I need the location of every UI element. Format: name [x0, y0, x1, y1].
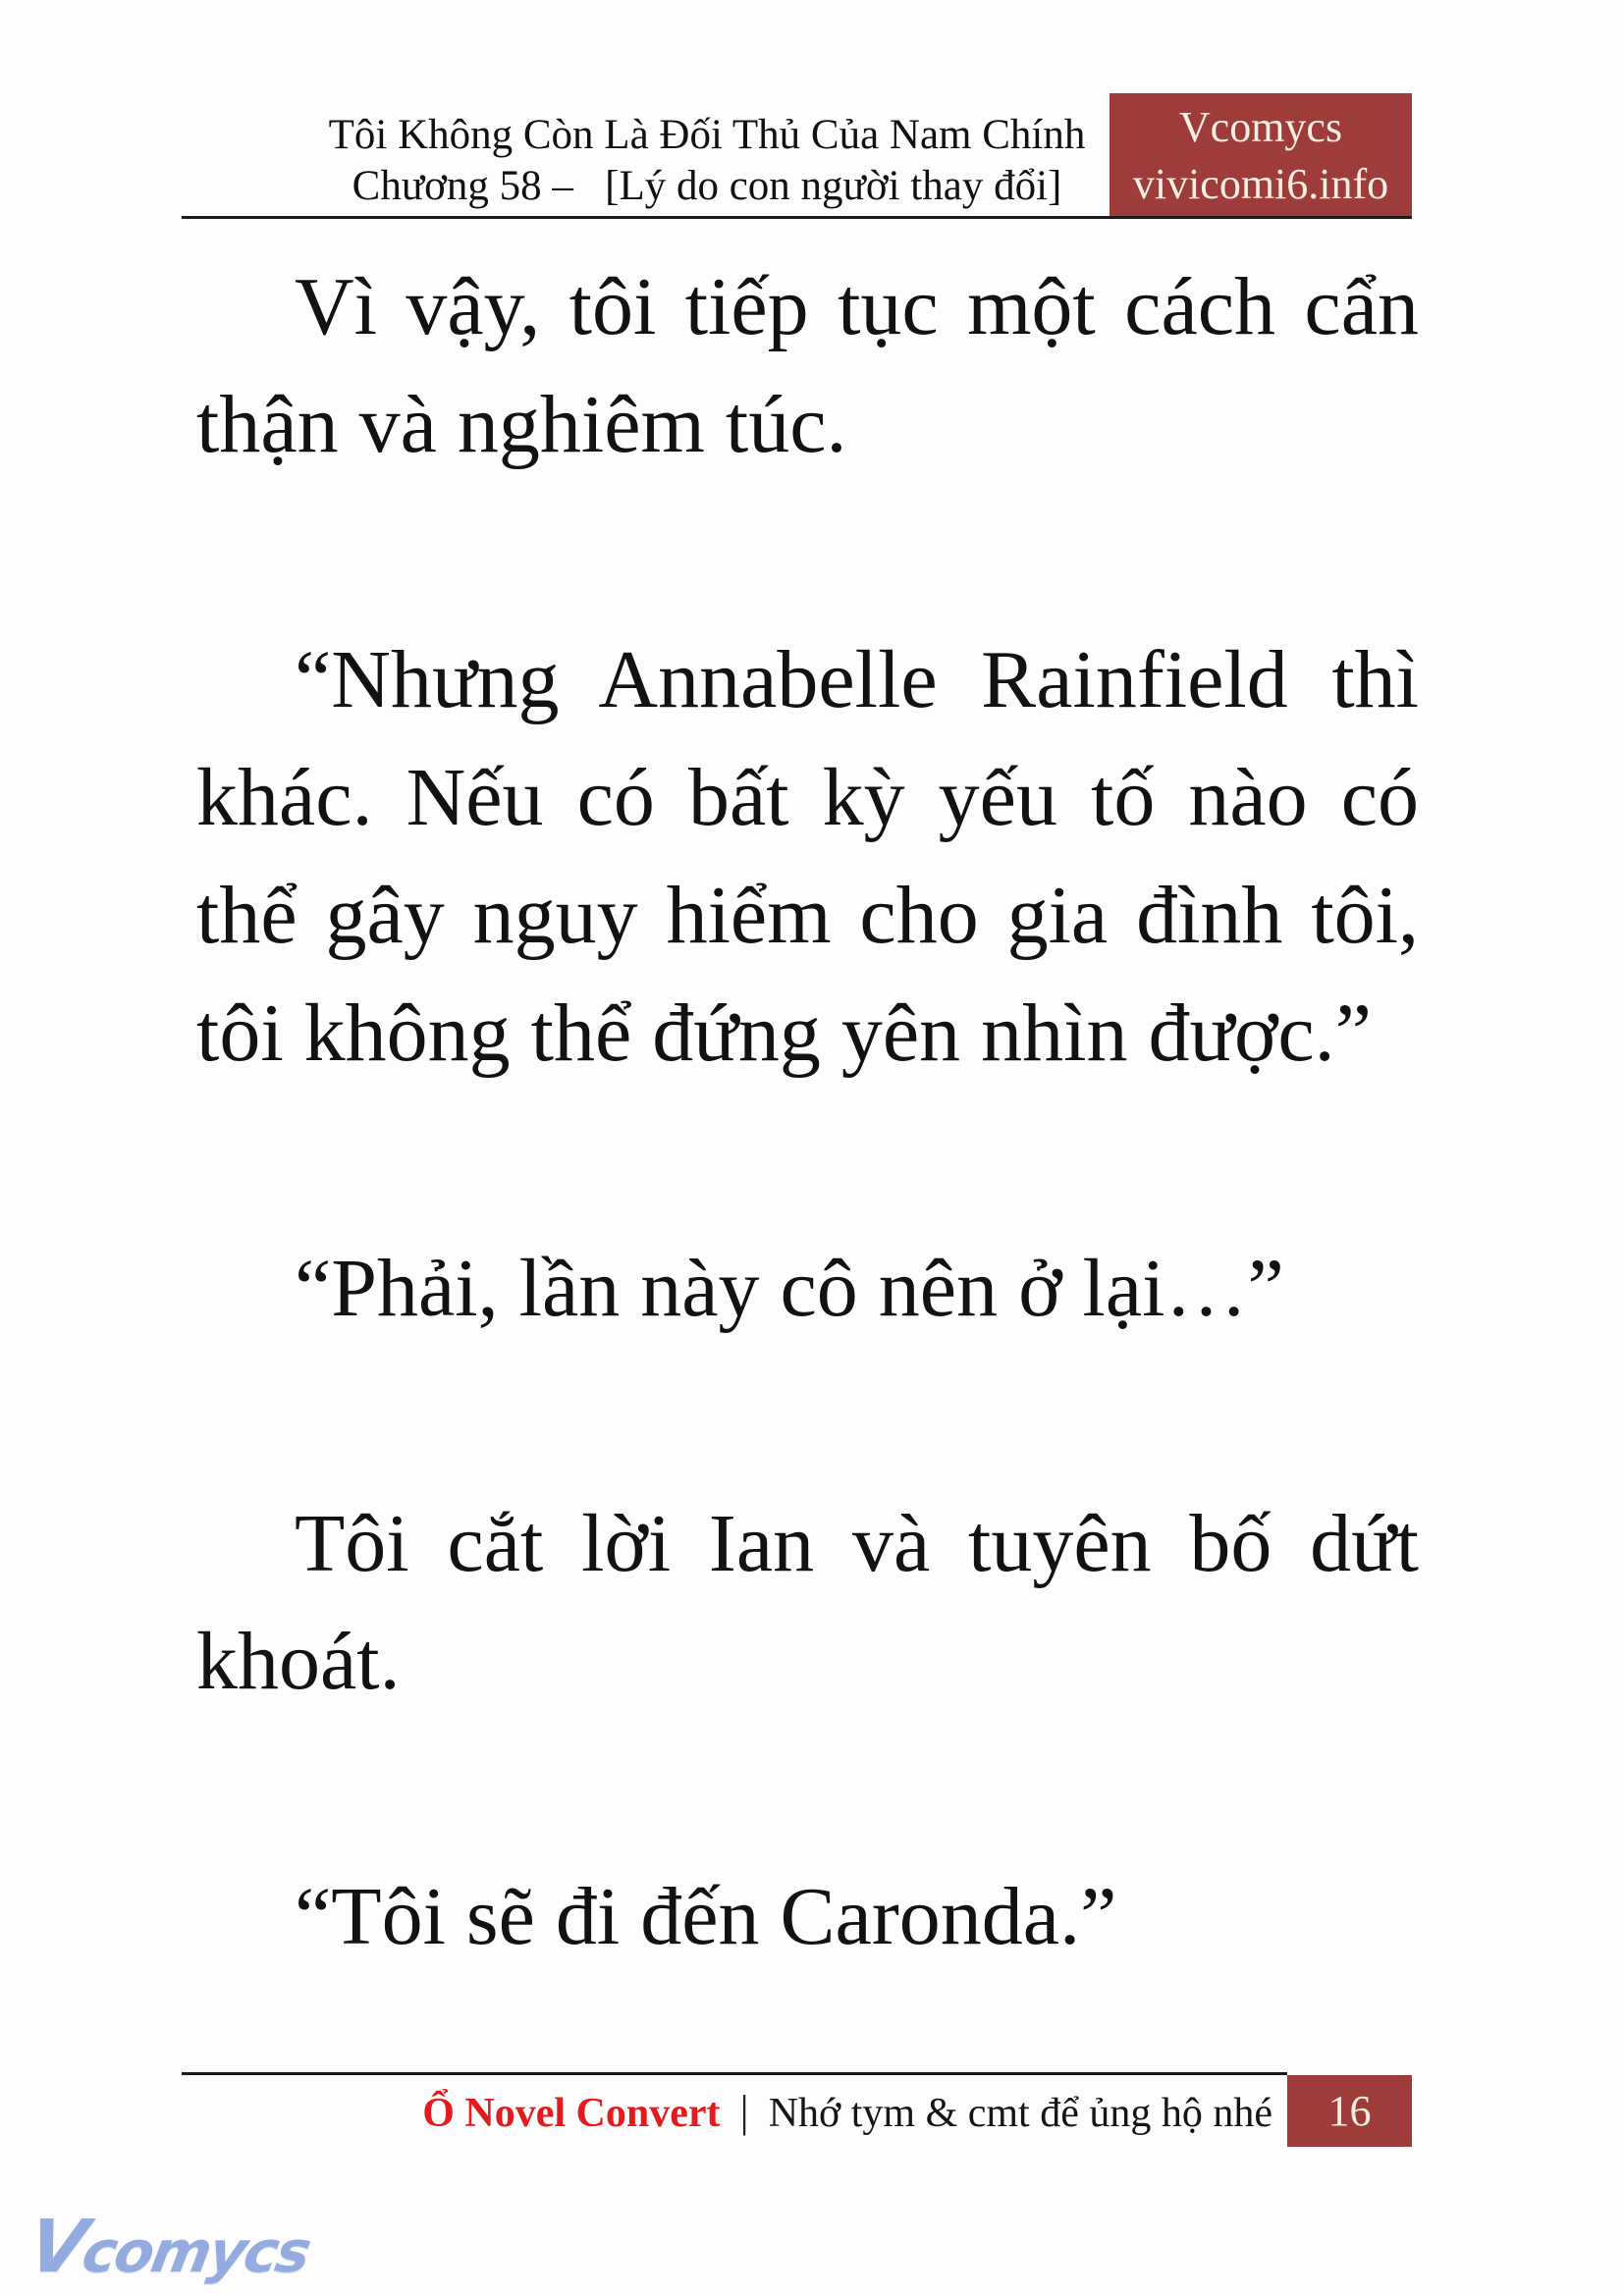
page-number-badge	[1287, 2075, 1412, 2147]
page-body	[196, 248, 1419, 2113]
footer-divider	[182, 2072, 1287, 2075]
vcomycs-watermark-logo: Vcomycs	[22, 2205, 315, 2289]
chapter-title: Chương 58 – [Lý do con người thay đổi]	[352, 163, 1062, 209]
paragraph: “Phải, lần này cô nên ở lại…”	[295, 1243, 1284, 1334]
translator-name: Vcomycs	[1178, 103, 1343, 151]
paragraph: “Tôi sẽ đi đến Caronda.”	[295, 1871, 1117, 1962]
paragraph: “Nhưng Annabelle Rainfield thì khác. Nếu có bất kỳ yếu tố nào có thể gây nguy hiểm cho gia đình tôi, tôi không thể đứng yên nhìn được.”	[196, 634, 1419, 1079]
page-number: 16	[1327, 2087, 1372, 2135]
footer-note: Nhớ tym & cmt để ủng hộ nhé	[768, 2091, 1272, 2136]
translator-site: vivicomi6.info	[1132, 160, 1389, 208]
header-divider	[182, 216, 1412, 219]
translator-badge	[1110, 93, 1412, 219]
page-header	[196, 110, 1218, 212]
footer-separator: |	[739, 2086, 749, 2136]
paragraph: Vì vậy, tôi tiếp tục một cách cẩn thận và nghiêm túc.	[196, 261, 1419, 470]
footer-credit	[422, 2079, 1272, 2144]
paragraph: Tôi cắt lời Ian và tuyên bố dứt khoát.	[196, 1498, 1419, 1707]
footer-brand: Ổ Novel Convert	[422, 2091, 721, 2136]
book-title: Tôi Không Còn Là Đối Thủ Của Nam Chính	[328, 112, 1086, 158]
